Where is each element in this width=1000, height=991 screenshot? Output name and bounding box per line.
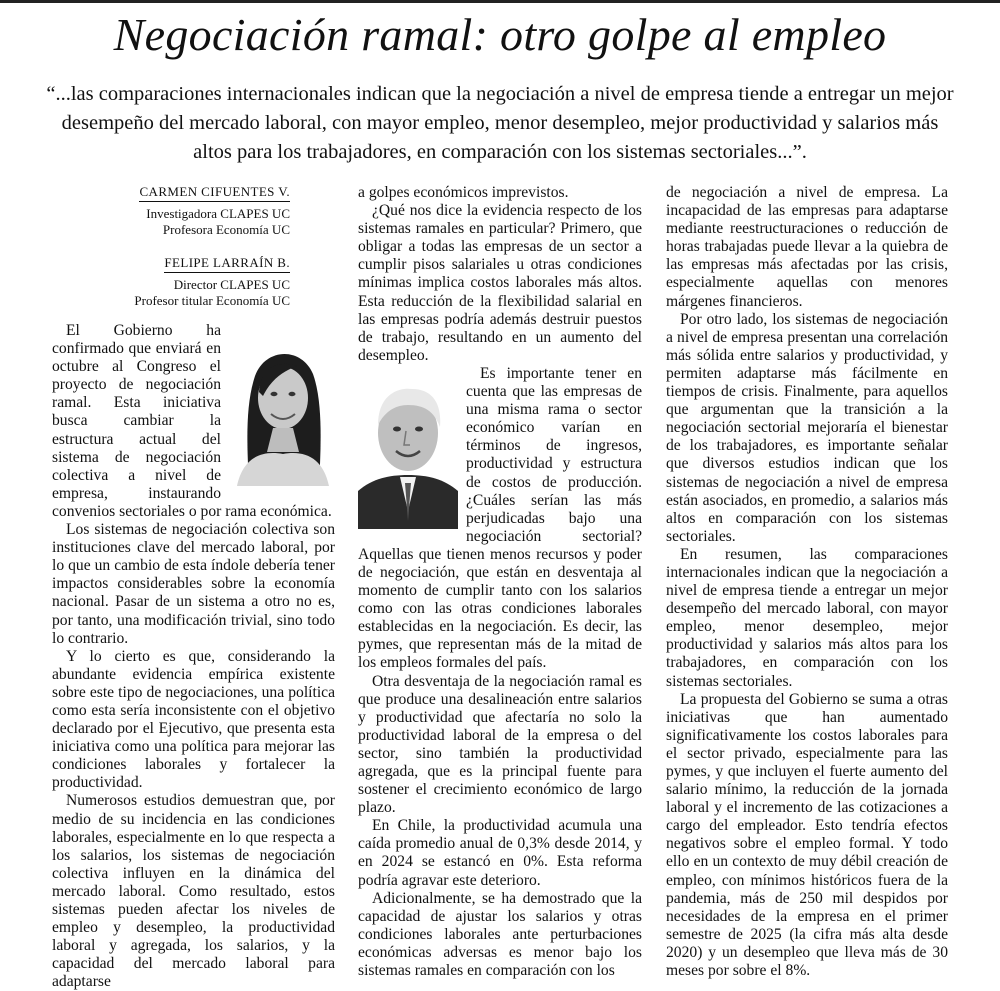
article-column-1	[52, 322, 335, 991]
headline: Negociación ramal: otro golpe al empleo	[113, 9, 887, 60]
article-column-2	[358, 184, 642, 980]
portrait-woman-image	[227, 336, 335, 486]
author-name: FELIPE LARRAÍN B.	[164, 255, 290, 273]
paragraph: Es importante tener en cuenta que las empresas de una misma rama o sector económico varían en términos de ingresos, productividad y estructura de costos de producción. ¿Cuáles serían las más perjudicadas bajo una negociación sectorial? Aquellas que tienen menos recursos y poder de negociación, que están en desventaja al momento de cumplir tanto con los salarios como con las otras condiciones laborales establecidas en la negociación. Es decir, las pymes, que representan más de la mitad de los empleos formales del país.	[358, 364, 642, 672]
author-role: Profesora Economía UC	[162, 222, 290, 237]
paragraph: En Chile, la productividad acumula una caída promedio anual de 0,3% desde 2014, y en 2024 se estancó en 0%. Esta reforma podría agravar este deterioro.	[358, 817, 642, 889]
author-role: Investigadora CLAPES UC	[146, 206, 290, 221]
paragraph: Adicionalmente, se ha demostrado que la capacidad de ajustar los salarios y otras condiciones laborales ante perturbaciones económicas adversas es menor bajo los sistemas ramales en comparación con los	[358, 889, 642, 980]
paragraph: de negociación a nivel de empresa. La incapacidad de las empresas para adaptarse mediante reestructuraciones o reducción de horas trabajadas puede llevar a la quiebra de las empresas más afectadas por las crisis, especialmente aquellas con menores márgenes financieros.	[666, 184, 948, 310]
paragraph: Y lo cierto es que, considerando la abundante evidencia empírica existente sobre este tipo de negociaciones, una política como esta sería inconsistente con el objetivo declarado por el Ejecutivo, que presenta esta iniciativa como una política para mejorar las condiciones laborales y fortalecer la productividad.	[52, 647, 335, 792]
paragraph: El Gobierno ha confirmado que enviará en octubre al Congreso el proyecto de negociación ramal. Esta iniciativa busca cambiar la estructura actual del sistema de negociación colectiva a nivel de empresa, instaurando convenios sectoriales o por rama económica.	[52, 322, 332, 520]
author-photo-felipe	[358, 371, 458, 529]
author-photo-carmen	[227, 336, 335, 486]
paragraph: a golpes económicos imprevistos.	[358, 184, 569, 201]
paragraph: Otra desventaja de la negociación ramal es que produce una desalineación entre salarios y productividad que afectaría no solo la productividad laboral de la empresa o del sector, sino también la productividad agregada, que es la principal fuente para sostener el crecimiento económico de largo plazo.	[358, 672, 642, 817]
article-column-3	[666, 184, 948, 980]
paragraph: ¿Qué nos dice la evidencia respecto de los sistemas ramales en particular? Primero, que obligar a todas las empresas de un sector a cumplir pisos salariales u otras condiciones mínimas implica costos laborales más altos. Esta reducción de la flexibilidad salarial en las empresas podría además destruir puestos de trabajo, resultando en un aumento del desempleo.	[358, 202, 642, 364]
paragraph: La propuesta del Gobierno se suma a otras iniciativas que han aumentado significativamente los costos laborales para el sector privado, especialmente para las pymes, y que incluyen el fuerte aumento del salario mínimo, la reducción de la jornada laboral y el incremento de las cotizaciones a cargo del empleador. Esto tendría efectos negativos sobre el empleo formal. Y todo ello en un contexto de muy débil creación de empleo, con mínimos históricos fuera de la pandemia, más de 250 mil despidos por necesidades de la empresa en el primer semestre de 2025 (la cifra más alta desde 2020) y un desempleo que lleva más de 30 meses por sobre el 8%.	[666, 690, 948, 980]
byline-author-2	[60, 255, 290, 309]
top-rule	[0, 0, 1000, 3]
author-role: Director CLAPES UC	[173, 277, 290, 292]
paragraph: En resumen, las comparaciones internacionales indican que la negociación a nivel de empresa tiende a entregar un mejor desempeño del mercado laboral, con mayor empleo, menor desempleo, mejor productividad y salarios más altos para los trabajadores, en comparación con los sistemas sectoriales.	[666, 545, 948, 690]
pull-quote: “...las comparaciones internacionales indican que la negociación a nivel de empresa tiende a entregar un mejor desempeño del mercado laboral, con mayor empleo, menor desempleo, mejor productividad y salarios más altos para los trabajadores, en comparación con los sistemas sectoriales...”.	[46, 83, 954, 163]
byline-author-1	[60, 184, 290, 238]
author-name: CARMEN CIFUENTES V.	[139, 184, 290, 202]
paragraph: Los sistemas de negociación colectiva son instituciones clave del mercado laboral, por lo que un cambio de esta índole debería tener impactos considerables sobre la economía nacional. Pasar de un sistema a otro no es, por tanto, una modificación trivial, sino todo lo contrario.	[52, 521, 335, 647]
paragraph: Por otro lado, los sistemas de negociación a nivel de empresa presentan una correlación más sólida entre salarios y productividad, y permiten adaptarse más fácilmente en tiempos de crisis. Finalmente, para aquellos que argumentan que la transición a la negociación sectorial mejoraría el bienestar de los trabajadores, es importante señalar que diversos estudios indican que los sistemas de negociación a nivel de empresa están asociados, en promedio, a salarios más altos en comparación con los sistemas sectoriales.	[666, 310, 948, 545]
paragraph: Numerosos estudios demuestran que, por medio de su incidencia en las condiciones laborales, especialmente en lo que respecta a los salarios, los sistemas de negociación colectiva influyen en la dinámica del mercado laboral. Como resultado, estos sistemas pueden afectar los niveles de empleo y desempleo, la productividad laboral y agregada, los salarios, y la capacidad del mercado laboral para adaptarse	[52, 792, 335, 991]
portrait-man-image	[358, 371, 458, 529]
author-role: Profesor titular Economía UC	[134, 293, 290, 308]
